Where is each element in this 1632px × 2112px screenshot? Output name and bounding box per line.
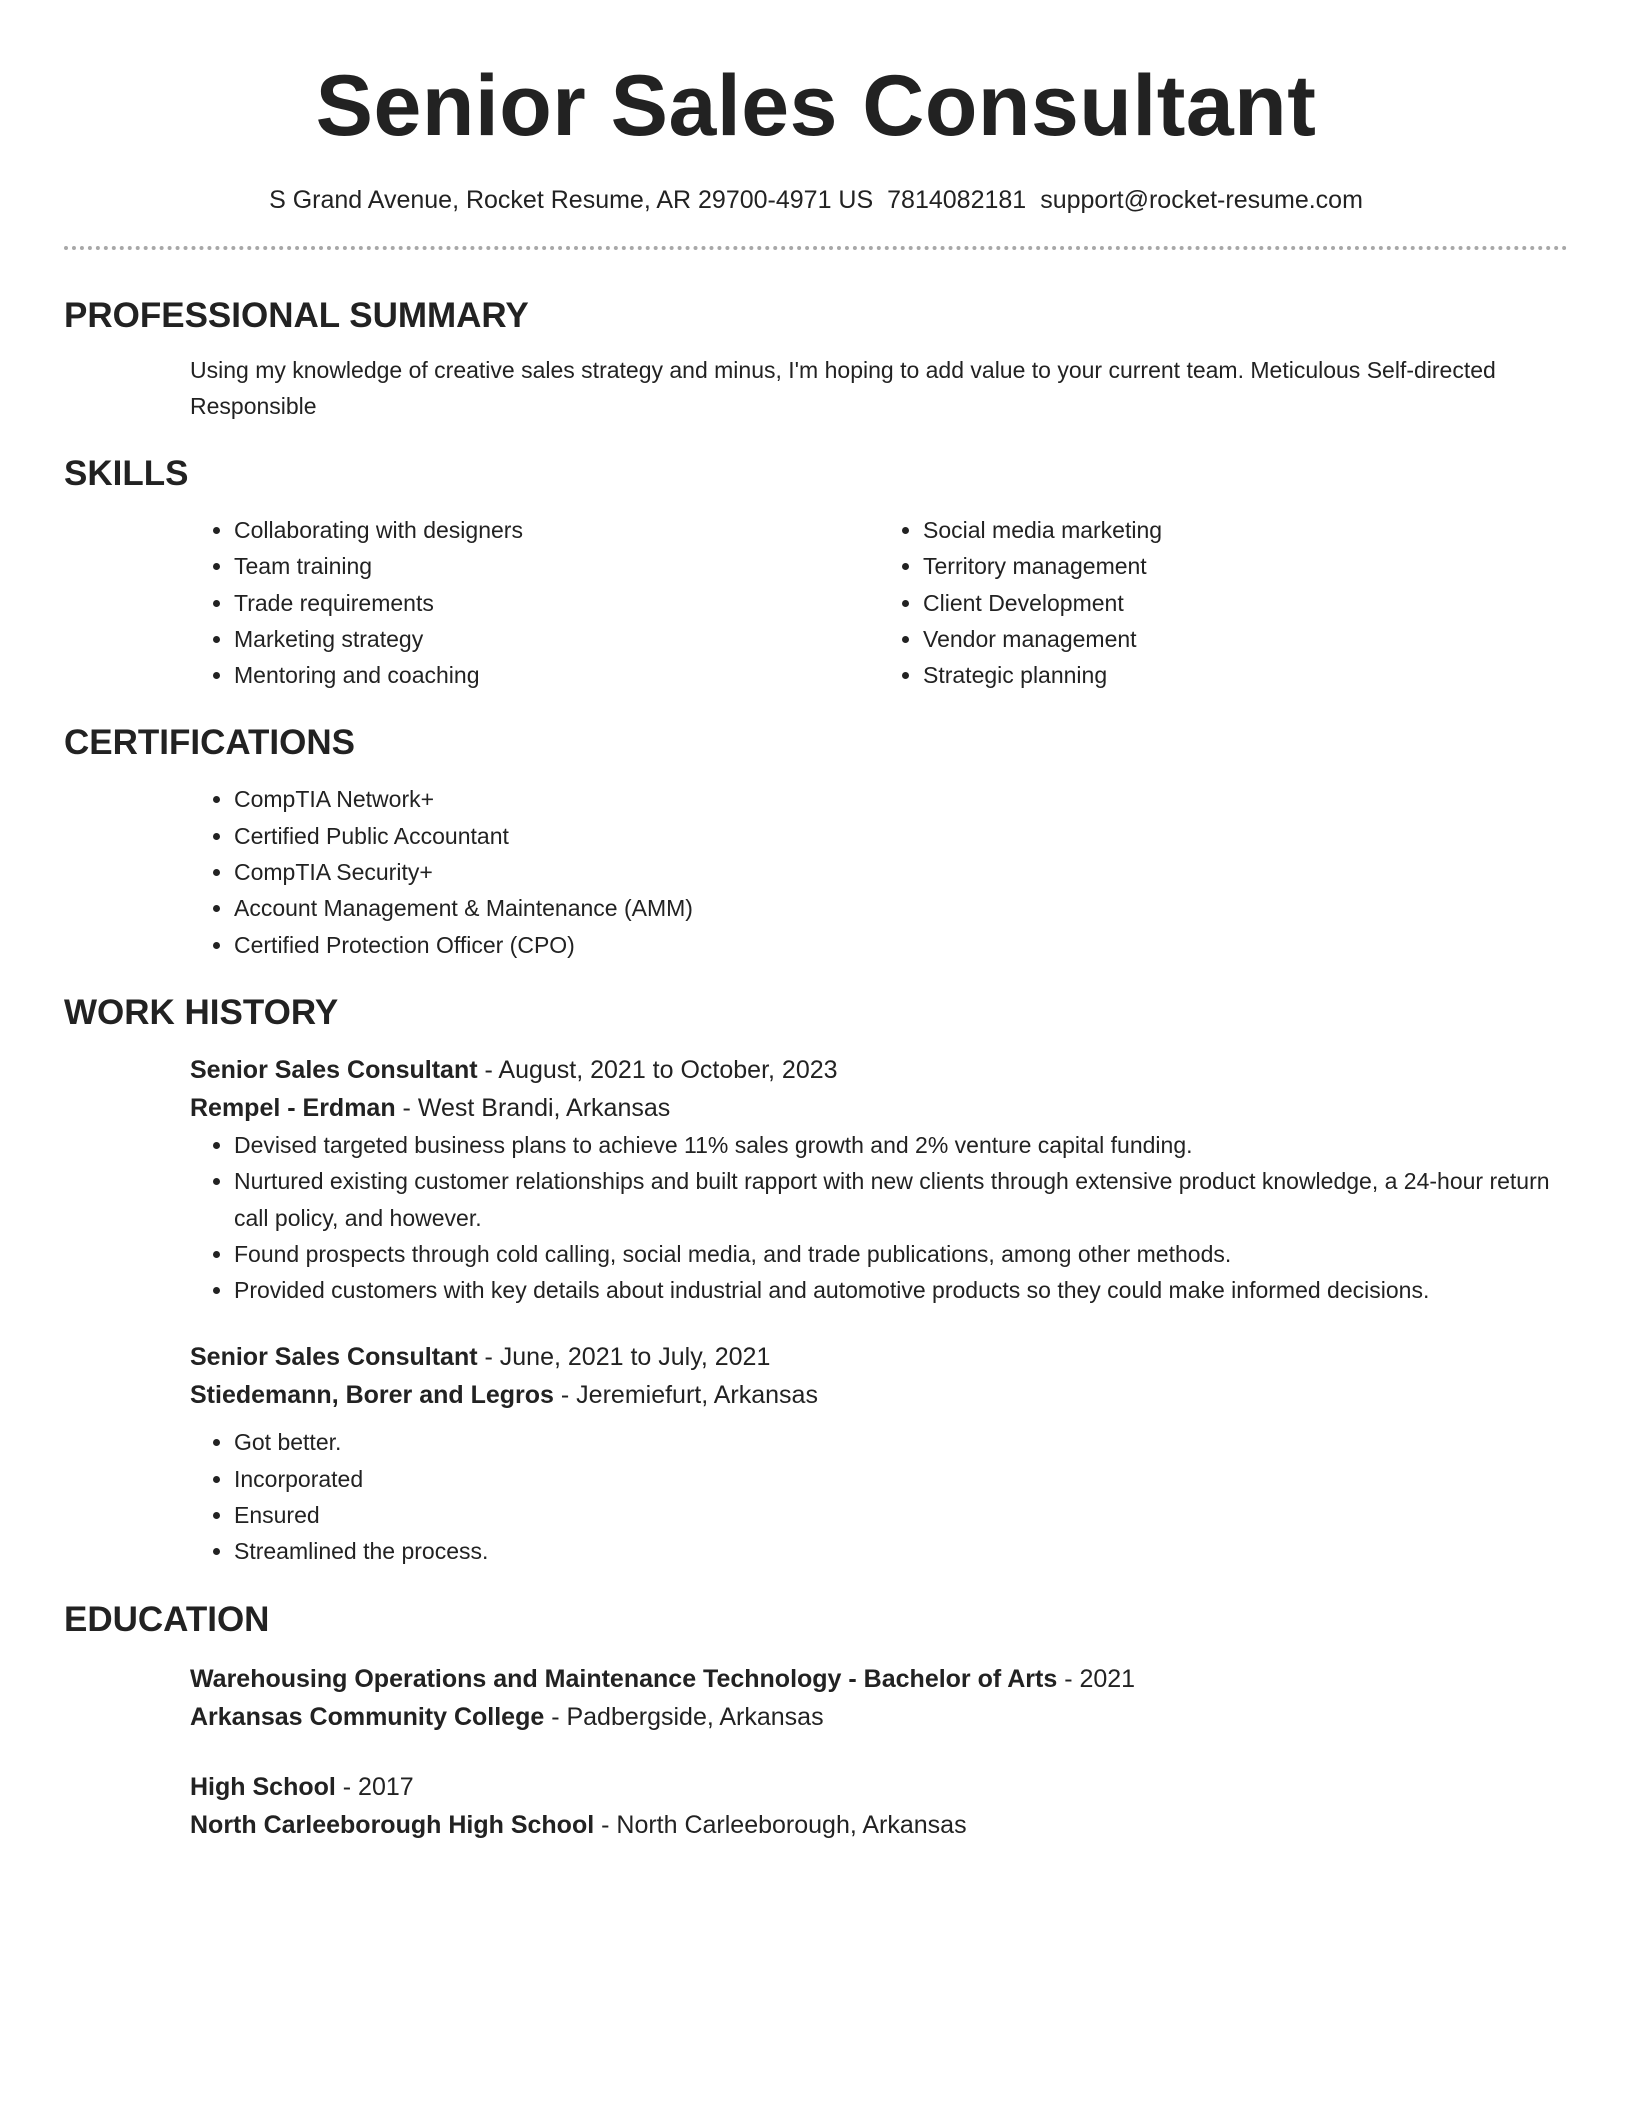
job-location: - Jeremiefurt, Arkansas xyxy=(553,1381,818,1410)
skills-list-right xyxy=(879,512,1568,693)
job-title-line xyxy=(190,1051,1568,1089)
skills-list-left xyxy=(190,512,879,693)
skill-item: • Mentoring and coaching xyxy=(234,657,879,693)
job-role: Senior Sales Consultant xyxy=(190,1343,478,1372)
certification-item: • Certified Protection Officer (CPO) xyxy=(234,927,1568,963)
job-bullet: • Found prospects through cold calling, social media, and trade publications, among other methods. xyxy=(234,1236,1568,1272)
contact-line xyxy=(64,184,1568,216)
header-divider xyxy=(64,246,1568,250)
skill-item: • Collaborating with designers xyxy=(234,512,879,548)
education-entry xyxy=(190,1660,1568,1736)
education-entry xyxy=(190,1768,1568,1844)
job-company-line xyxy=(190,1376,1568,1414)
contact-email: support@rocket-resume.com xyxy=(1040,186,1363,214)
education-school: North Carleeborough High School xyxy=(190,1810,595,1839)
skills-grid xyxy=(190,512,1568,693)
summary-heading: PROFESSIONAL SUMMARY xyxy=(64,296,529,335)
summary-section xyxy=(190,352,1568,424)
job-bullet: • Nurtured existing customer relationships and built rapport with new clients through extensive product knowledge, a 24-hour return call policy, and however. xyxy=(234,1163,1568,1236)
summary-text: Using my knowledge of creative sales strategy and minus, I'm hoping to add value to your current team. Meticulous Self-directed Responsible xyxy=(190,357,1496,419)
skill-item: • Vendor management xyxy=(923,621,1568,657)
candidate-name: Senior Sales Consultant xyxy=(315,58,1317,154)
contact-phone: 7814082181 xyxy=(887,186,1027,214)
job-dates: - August, 2021 to October, 2023 xyxy=(477,1055,838,1084)
job-bullets xyxy=(190,1424,1568,1569)
education-location: - North Carleeborough, Arkansas xyxy=(594,1810,967,1839)
job-bullet: • Streamlined the process. xyxy=(234,1533,1568,1569)
skill-item: • Trade requirements xyxy=(234,585,879,621)
education-degree: Warehousing Operations and Maintenance Technology - Bachelor of Arts xyxy=(190,1664,1058,1693)
job-company-line xyxy=(190,1089,1568,1127)
job-bullet: • Incorporated xyxy=(234,1461,1568,1497)
job-title-line xyxy=(190,1338,1568,1376)
job-bullet: • Got better. xyxy=(234,1424,1568,1460)
education-degree: High School xyxy=(190,1772,336,1801)
education-location: - Padbergside, Arkansas xyxy=(544,1702,824,1731)
job-entry xyxy=(190,1338,1568,1569)
certification-item: • Certified Public Accountant xyxy=(234,818,1568,854)
certifications-heading: CERTIFICATIONS xyxy=(64,723,356,763)
education-school-line xyxy=(190,1806,1568,1844)
job-dates: - June, 2021 to July, 2021 xyxy=(477,1343,771,1372)
education-section xyxy=(190,1660,1568,1844)
job-bullets xyxy=(190,1127,1568,1308)
job-bullet: • Provided customers with key details about industrial and automotive products so they could make informed decisions. xyxy=(234,1272,1568,1308)
skills-heading: SKILLS xyxy=(64,454,189,493)
work-history-section xyxy=(190,1051,1568,1570)
job-role: Senior Sales Consultant xyxy=(190,1055,478,1084)
job-bullet: • Devised targeted business plans to achieve 11% sales growth and 2% venture capital funding. xyxy=(234,1127,1568,1163)
education-degree-line xyxy=(190,1660,1568,1698)
work-history-heading: WORK HISTORY xyxy=(64,992,339,1032)
certification-item: • CompTIA Network+ xyxy=(234,781,1568,817)
education-school-line xyxy=(190,1698,1568,1736)
job-entry xyxy=(190,1051,1568,1308)
education-school: Arkansas Community College xyxy=(190,1702,545,1731)
certification-item: • Account Management & Maintenance (AMM) xyxy=(234,890,1568,926)
certifications-list xyxy=(190,781,1568,962)
skill-item: • Client Development xyxy=(923,585,1568,621)
skills-section xyxy=(190,512,1568,693)
education-year: - 2017 xyxy=(335,1772,414,1801)
skill-item: • Marketing strategy xyxy=(234,621,879,657)
education-year: - 2021 xyxy=(1057,1664,1136,1693)
education-heading: EDUCATION xyxy=(64,1599,270,1639)
job-location: - West Brandi, Arkansas xyxy=(395,1093,671,1122)
skill-item: • Team training xyxy=(234,548,879,584)
skill-item: • Strategic planning xyxy=(923,657,1568,693)
skill-item: • Territory management xyxy=(923,548,1568,584)
skill-item: • Social media marketing xyxy=(923,512,1568,548)
contact-address: S Grand Avenue, Rocket Resume, AR 29700-4971 US xyxy=(269,186,874,214)
certifications-section xyxy=(190,781,1568,962)
certification-item: • CompTIA Security+ xyxy=(234,854,1568,890)
education-degree-line xyxy=(190,1768,1568,1806)
job-company: Stiedemann, Borer and Legros xyxy=(190,1381,554,1410)
job-bullet: • Ensured xyxy=(234,1497,1568,1533)
job-company: Rempel - Erdman xyxy=(190,1093,396,1122)
